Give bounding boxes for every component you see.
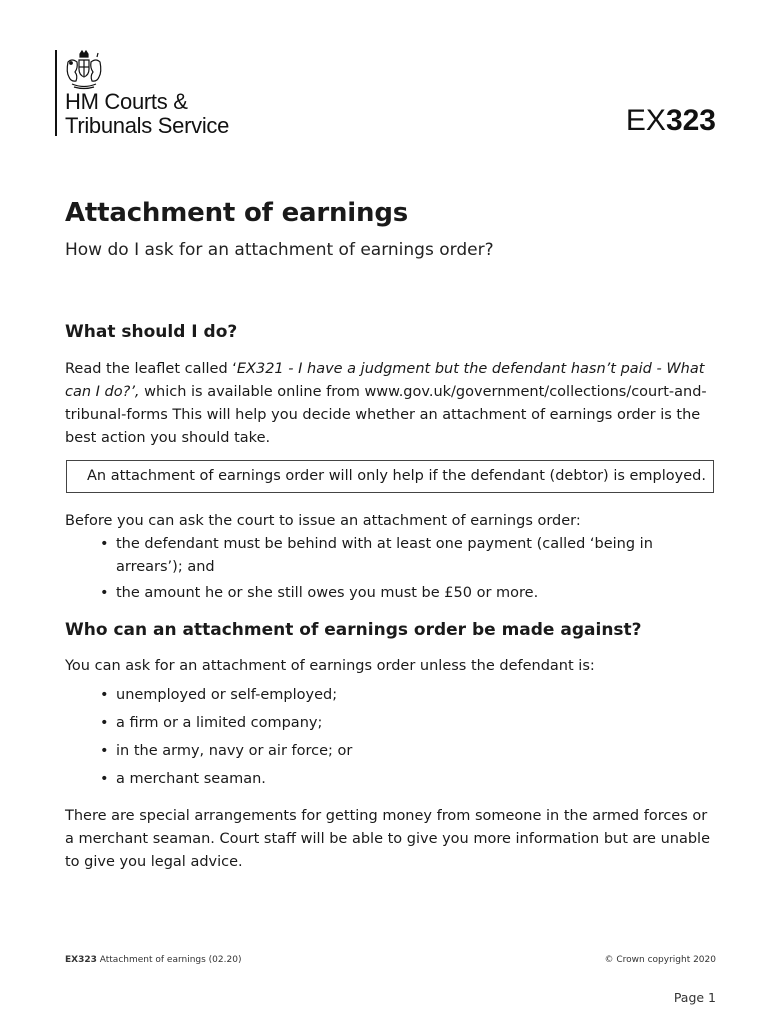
org-name-line1: HM Courts &: [65, 89, 188, 114]
list-item: • unemployed or self-employed;: [96, 684, 716, 707]
list-item: • in the army, navy or air force; or: [96, 740, 716, 763]
section-heading-who-can: Who can an attachment of earnings order be made against?: [65, 620, 642, 640]
special-arrangements-paragraph: There are special arrangements for getting money from someone in the armed forces or a merchant seaman. Court staff will be able to give you more information but are unable to give you legal advice.: [65, 808, 710, 870]
exclusions-intro: You can ask for an attachment of earnings order unless the defendant is:: [65, 658, 595, 674]
leaflet-text-post: which is available online from www.gov.uk/government/collections/court-and-tribunal-forms This will help you decide whether an attachment of earnings order is the best action you should take.: [65, 384, 707, 446]
before-you-ask-text: Before you can ask the court to issue an attachment of earnings order:: [65, 513, 581, 529]
list-item: • a firm or a limited company;: [96, 712, 716, 735]
royal-coat-of-arms-icon: [62, 48, 106, 92]
footer-form-code: EX323: [65, 955, 97, 965]
brand-divider: [55, 50, 57, 136]
org-name: [65, 90, 229, 138]
footer-form-reference: [65, 955, 241, 965]
leaflet-instruction-paragraph: [65, 358, 715, 450]
leaflet-title: EX321 - I have a judgment but the defendant hasn’t paid - What can I do?’,: [65, 361, 705, 400]
page-number: Page 1: [673, 990, 716, 1005]
employment-note-box: An attachment of earnings order will only help if the defendant (debtor) is employed.: [66, 460, 714, 493]
footer-form-title: Attachment of earnings (02.20): [99, 955, 242, 965]
leaflet-text-pre: Read the leaflet called ‘: [65, 361, 237, 377]
section-heading-what-should-i-do: What should I do?: [65, 322, 238, 342]
org-name-line2: Tribunals Service: [65, 113, 230, 138]
page-subtitle: How do I ask for an attachment of earnings order?: [65, 240, 494, 260]
list-item: • the amount he or she still owes you must be £50 or more.: [96, 582, 722, 605]
form-code-number: 323: [665, 104, 716, 137]
page-title: Attachment of earnings: [65, 198, 409, 228]
list-item: • the defendant must be behind with at least one payment (called ‘being in arrears’); and: [96, 533, 722, 579]
form-code-prefix: EX: [625, 104, 666, 137]
footer-copyright: © Crown copyright 2020: [604, 955, 716, 965]
conditions-list: [96, 533, 722, 605]
exclusions-list: [96, 684, 716, 791]
list-item: • a merchant seaman.: [96, 768, 716, 791]
form-code: [626, 104, 716, 138]
